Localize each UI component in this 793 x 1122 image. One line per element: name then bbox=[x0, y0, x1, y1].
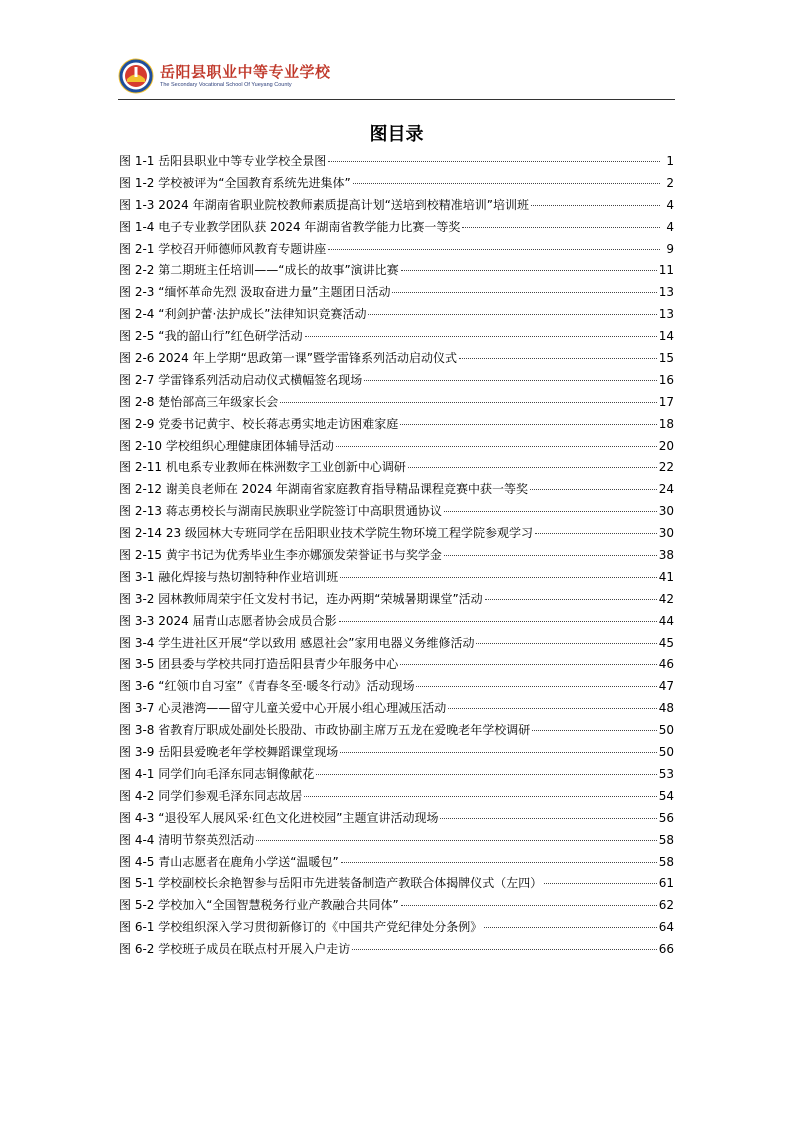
toc-dot-leader bbox=[408, 466, 657, 468]
toc-entry[interactable] bbox=[119, 479, 674, 501]
toc-entry[interactable] bbox=[119, 808, 674, 830]
toc-entry-label: 图 1-2 学校被评为“全国教育系统先进集体” bbox=[119, 175, 351, 190]
toc-dot-leader bbox=[462, 226, 660, 228]
toc-dot-leader bbox=[532, 729, 656, 731]
toc-entry-label: 图 2-12 谢美良老师在 2024 年湖南省家庭教育指导精品课程竞赛中获一等奖 bbox=[119, 482, 529, 497]
toc-entry-label: 图 4-3 “退役军人展风采·红色文化进校园”主题宣讲活动现场 bbox=[119, 810, 439, 825]
toc-entry-page: 48 bbox=[658, 701, 674, 716]
toc-entry-label: 图 3-2 园林教师周荣宇任文发村书记，连办两期“荣城暑期课堂”活动 bbox=[119, 591, 483, 606]
toc-entry[interactable] bbox=[119, 370, 674, 392]
toc-dot-leader bbox=[280, 401, 656, 403]
toc-entry-label: 图 4-5 青山志愿者在鹿角小学送“温暖包” bbox=[119, 854, 339, 869]
toc-entry-page: 41 bbox=[658, 569, 674, 584]
toc-entry-page: 18 bbox=[658, 416, 674, 431]
toc-dot-leader bbox=[316, 773, 656, 775]
school-emblem-icon bbox=[118, 58, 154, 94]
toc-entry-page: 16 bbox=[658, 372, 674, 387]
toc-entry-page: 53 bbox=[658, 766, 674, 781]
toc-entry-label: 图 2-9 党委书记黄宇、校长蒋志勇实地走访困难家庭 bbox=[119, 416, 399, 431]
toc-entry-label: 图 1-1 岳阳县职业中等专业学校全景图 bbox=[119, 154, 327, 168]
toc-entry-page: 30 bbox=[658, 526, 674, 541]
toc-dot-leader bbox=[484, 926, 656, 928]
toc-entry-page: 44 bbox=[658, 613, 674, 628]
toc-dot-leader bbox=[339, 620, 657, 622]
toc-entry-label: 图 6-2 学校班子成员在联点村开展入户走访 bbox=[119, 942, 351, 957]
toc-entry-page: 9 bbox=[666, 241, 674, 256]
toc-entry-label: 图 4-2 同学们参观毛泽东同志故居 bbox=[119, 788, 303, 803]
toc-dot-leader bbox=[352, 948, 656, 950]
toc-entry[interactable] bbox=[119, 195, 674, 217]
toc-dot-leader bbox=[336, 445, 657, 447]
school-name-cn: 岳阳县职业中等专业学校 bbox=[160, 63, 331, 81]
toc-entry-label: 图 2-2 第二期班主任培训——“成长的故事”演讲比赛 bbox=[119, 263, 399, 278]
toc-entry-page: 50 bbox=[658, 745, 674, 760]
toc-entry-page: 38 bbox=[658, 548, 674, 563]
toc-entry[interactable] bbox=[119, 304, 674, 326]
toc-entry-label: 图 1-4 电子专业教学团队获 2024 年湖南省教学能力比赛一等奖 bbox=[119, 219, 461, 234]
toc-entry-page: 24 bbox=[658, 482, 674, 497]
toc-dot-leader bbox=[368, 313, 656, 315]
toc-entry[interactable] bbox=[119, 917, 674, 939]
toc-entry-label: 图 4-1 同学们向毛泽东同志铜像献花 bbox=[119, 766, 315, 781]
toc-entry-page: 15 bbox=[658, 351, 674, 366]
toc-dot-leader bbox=[400, 423, 656, 425]
toc-dot-leader bbox=[444, 554, 657, 556]
toc-dot-leader bbox=[400, 663, 656, 665]
toc-entry-page: 50 bbox=[658, 723, 674, 738]
toc-dot-leader bbox=[544, 882, 656, 884]
toc-dot-leader bbox=[340, 751, 656, 753]
toc-dot-leader bbox=[416, 685, 656, 687]
toc-entry[interactable] bbox=[119, 260, 674, 282]
toc-entry-label: 图 5-1 学校副校长余艳智参与岳阳市先进装备制造产教联合体揭牌仪式（左四） bbox=[119, 876, 543, 891]
toc-entry-page: 45 bbox=[658, 635, 674, 650]
toc-entry[interactable] bbox=[119, 457, 674, 479]
toc-entry[interactable] bbox=[119, 436, 674, 458]
toc-dot-leader bbox=[530, 488, 657, 490]
toc-entry-label: 图 3-6 “红领巾自习室”《青春冬至·暖冬行动》活动现场 bbox=[119, 679, 415, 694]
toc-dot-leader bbox=[304, 795, 656, 797]
toc-entry-page: 11 bbox=[658, 263, 674, 278]
toc-entry[interactable] bbox=[119, 173, 674, 195]
toc-entry[interactable] bbox=[119, 939, 674, 961]
toc-dot-leader bbox=[459, 357, 657, 359]
toc-entry-label: 图 2-5 “我的韶山行”红色研学活动 bbox=[119, 329, 303, 344]
toc-entry[interactable] bbox=[119, 282, 674, 304]
toc-dot-leader bbox=[440, 817, 656, 819]
toc-entry-page: 4 bbox=[666, 197, 674, 212]
toc-entry-page: 30 bbox=[658, 504, 674, 519]
toc-entry-page: 58 bbox=[658, 832, 674, 847]
toc-entry[interactable] bbox=[119, 523, 674, 545]
toc-dot-leader bbox=[328, 248, 660, 250]
toc-entry[interactable] bbox=[119, 217, 674, 239]
figure-list bbox=[119, 151, 674, 961]
toc-dot-leader bbox=[392, 291, 656, 293]
toc-entry-page: 13 bbox=[658, 285, 674, 300]
toc-entry-page: 61 bbox=[658, 876, 674, 891]
toc-entry-label: 图 1-3 2024 年湖南省职业院校教师素质提高计划“送培到校精准培训”培训班 bbox=[119, 197, 530, 212]
toc-dot-leader bbox=[340, 576, 656, 578]
toc-entry-page: 14 bbox=[658, 329, 674, 344]
toc-entry-page: 66 bbox=[658, 942, 674, 957]
toc-entry-label: 图 2-7 学雷锋系列活动启动仪式横幅签名现场 bbox=[119, 372, 363, 387]
toc-dot-leader bbox=[341, 861, 657, 863]
toc-entry[interactable] bbox=[119, 852, 674, 874]
toc-entry[interactable] bbox=[119, 239, 674, 261]
toc-entry[interactable] bbox=[119, 392, 674, 414]
toc-dot-leader bbox=[485, 598, 657, 600]
toc-entry-label: 图 2-4 “利剑护蕾·法护成长”法律知识竞赛活动 bbox=[119, 307, 367, 322]
toc-entry-page: 46 bbox=[658, 657, 674, 672]
toc-entry[interactable] bbox=[119, 633, 674, 655]
toc-entry-page: 17 bbox=[658, 394, 674, 409]
toc-entry-page: 4 bbox=[666, 219, 674, 234]
toc-entry-label: 图 2-13 蒋志勇校长与湖南民族职业学院签订中高职贯通协议 bbox=[119, 504, 442, 519]
toc-entry-page: 42 bbox=[658, 591, 674, 606]
toc-entry-label: 图 2-3 “缅怀革命先烈 汲取奋进力量”主题团日活动 bbox=[119, 285, 391, 300]
toc-entry[interactable] bbox=[119, 567, 674, 589]
toc-entry-page: 64 bbox=[658, 920, 674, 935]
toc-entry[interactable] bbox=[119, 589, 674, 611]
toc-dot-leader bbox=[364, 379, 656, 381]
toc-entry-page: 13 bbox=[658, 307, 674, 322]
toc-entry-page: 54 bbox=[658, 788, 674, 803]
toc-entry-label: 图 2-6 2024 年上学期“思政第一课”暨学雷锋系列活动启动仪式 bbox=[119, 351, 458, 366]
toc-entry-page: 1 bbox=[666, 154, 674, 168]
toc-entry[interactable] bbox=[119, 151, 674, 173]
toc-entry-label: 图 2-11 机电系专业教师在株洲数字工业创新中心调研 bbox=[119, 460, 406, 475]
toc-dot-leader bbox=[448, 707, 656, 709]
toc-entry-label: 图 3-4 学生进社区开展“学以致用 感恩社会”家用电器义务维修活动 bbox=[119, 635, 475, 650]
toc-entry[interactable] bbox=[119, 326, 674, 348]
toc-entry[interactable] bbox=[119, 742, 674, 764]
toc-entry-page: 22 bbox=[658, 460, 674, 475]
school-name-block bbox=[160, 63, 331, 89]
toc-entry[interactable] bbox=[119, 895, 674, 917]
page-title: 图目录 bbox=[369, 124, 424, 145]
toc-dot-leader bbox=[444, 510, 657, 512]
toc-entry[interactable] bbox=[119, 348, 674, 370]
toc-entry[interactable] bbox=[119, 545, 674, 567]
toc-dot-leader bbox=[256, 839, 656, 841]
toc-dot-leader bbox=[401, 904, 657, 906]
toc-entry[interactable] bbox=[119, 654, 674, 676]
toc-entry[interactable] bbox=[119, 501, 674, 523]
toc-entry-label: 图 2-1 学校召开师德师风教育专题讲座 bbox=[119, 241, 327, 256]
toc-entry-label: 图 6-1 学校组织深入学习贯彻新修订的《中国共产党纪律处分条例》 bbox=[119, 920, 483, 935]
toc-entry-label: 图 3-5 团县委与学校共同打造岳阳县青少年服务中心 bbox=[119, 657, 399, 672]
toc-entry-label: 图 3-9 岳阳县爱晚老年学校舞蹈课堂现场 bbox=[119, 745, 339, 760]
toc-entry-label: 图 3-8 省教育厅职成处副处长股劭、市政协副主席万五龙在爱晚老年学校调研 bbox=[119, 723, 531, 738]
header-divider bbox=[118, 99, 675, 100]
toc-entry[interactable] bbox=[119, 873, 674, 895]
toc-entry-label: 图 3-1 融化焊接与热切割特种作业培训班 bbox=[119, 569, 339, 584]
school-header bbox=[118, 58, 678, 94]
toc-dot-leader bbox=[476, 642, 656, 644]
toc-entry[interactable] bbox=[119, 720, 674, 742]
toc-entry-label: 图 2-10 学校组织心理健康团体辅导活动 bbox=[119, 438, 334, 453]
toc-dot-leader bbox=[328, 160, 660, 162]
toc-entry[interactable] bbox=[119, 698, 674, 720]
toc-entry[interactable] bbox=[119, 830, 674, 852]
toc-dot-leader bbox=[531, 204, 660, 206]
toc-entry[interactable] bbox=[119, 414, 674, 436]
toc-entry-label: 图 3-7 心灵港湾——留守儿童关爱中心开展小组心理减压活动 bbox=[119, 701, 447, 716]
toc-entry-label: 图 2-14 23 级园林大专班同学在岳阳职业技术学院生物环境工程学院参观学习 bbox=[119, 526, 533, 541]
toc-dot-leader bbox=[401, 269, 657, 271]
toc-entry-page: 47 bbox=[658, 679, 674, 694]
toc-entry-label: 图 5-2 学校加入“全国智慧税务行业产教融合共同体” bbox=[119, 898, 399, 913]
toc-entry[interactable] bbox=[119, 611, 674, 633]
toc-entry-label: 图 4-4 清明节祭英烈活动 bbox=[119, 832, 255, 847]
toc-dot-leader bbox=[353, 182, 660, 184]
toc-entry-page: 2 bbox=[666, 175, 674, 190]
toc-entry[interactable] bbox=[119, 786, 674, 808]
toc-entry-label: 图 2-8 楚怡部高三年级家长会 bbox=[119, 394, 279, 409]
school-name-en: The Secondary Vocational School Of Yueyang County bbox=[160, 82, 292, 88]
toc-entry-page: 56 bbox=[658, 810, 674, 825]
toc-entry-page: 20 bbox=[658, 438, 674, 453]
toc-entry-label: 图 3-3 2024 届青山志愿者协会成员合影 bbox=[119, 613, 337, 628]
toc-entry[interactable] bbox=[119, 676, 674, 698]
toc-entry-page: 62 bbox=[658, 898, 674, 913]
toc-entry-page: 58 bbox=[658, 854, 674, 869]
toc-dot-leader bbox=[305, 335, 657, 337]
toc-entry[interactable] bbox=[119, 764, 674, 786]
toc-dot-leader bbox=[535, 532, 657, 534]
toc-entry-label: 图 2-15 黄宇书记为优秀毕业生李亦娜颁发荣誉证书与奖学金 bbox=[119, 548, 442, 563]
